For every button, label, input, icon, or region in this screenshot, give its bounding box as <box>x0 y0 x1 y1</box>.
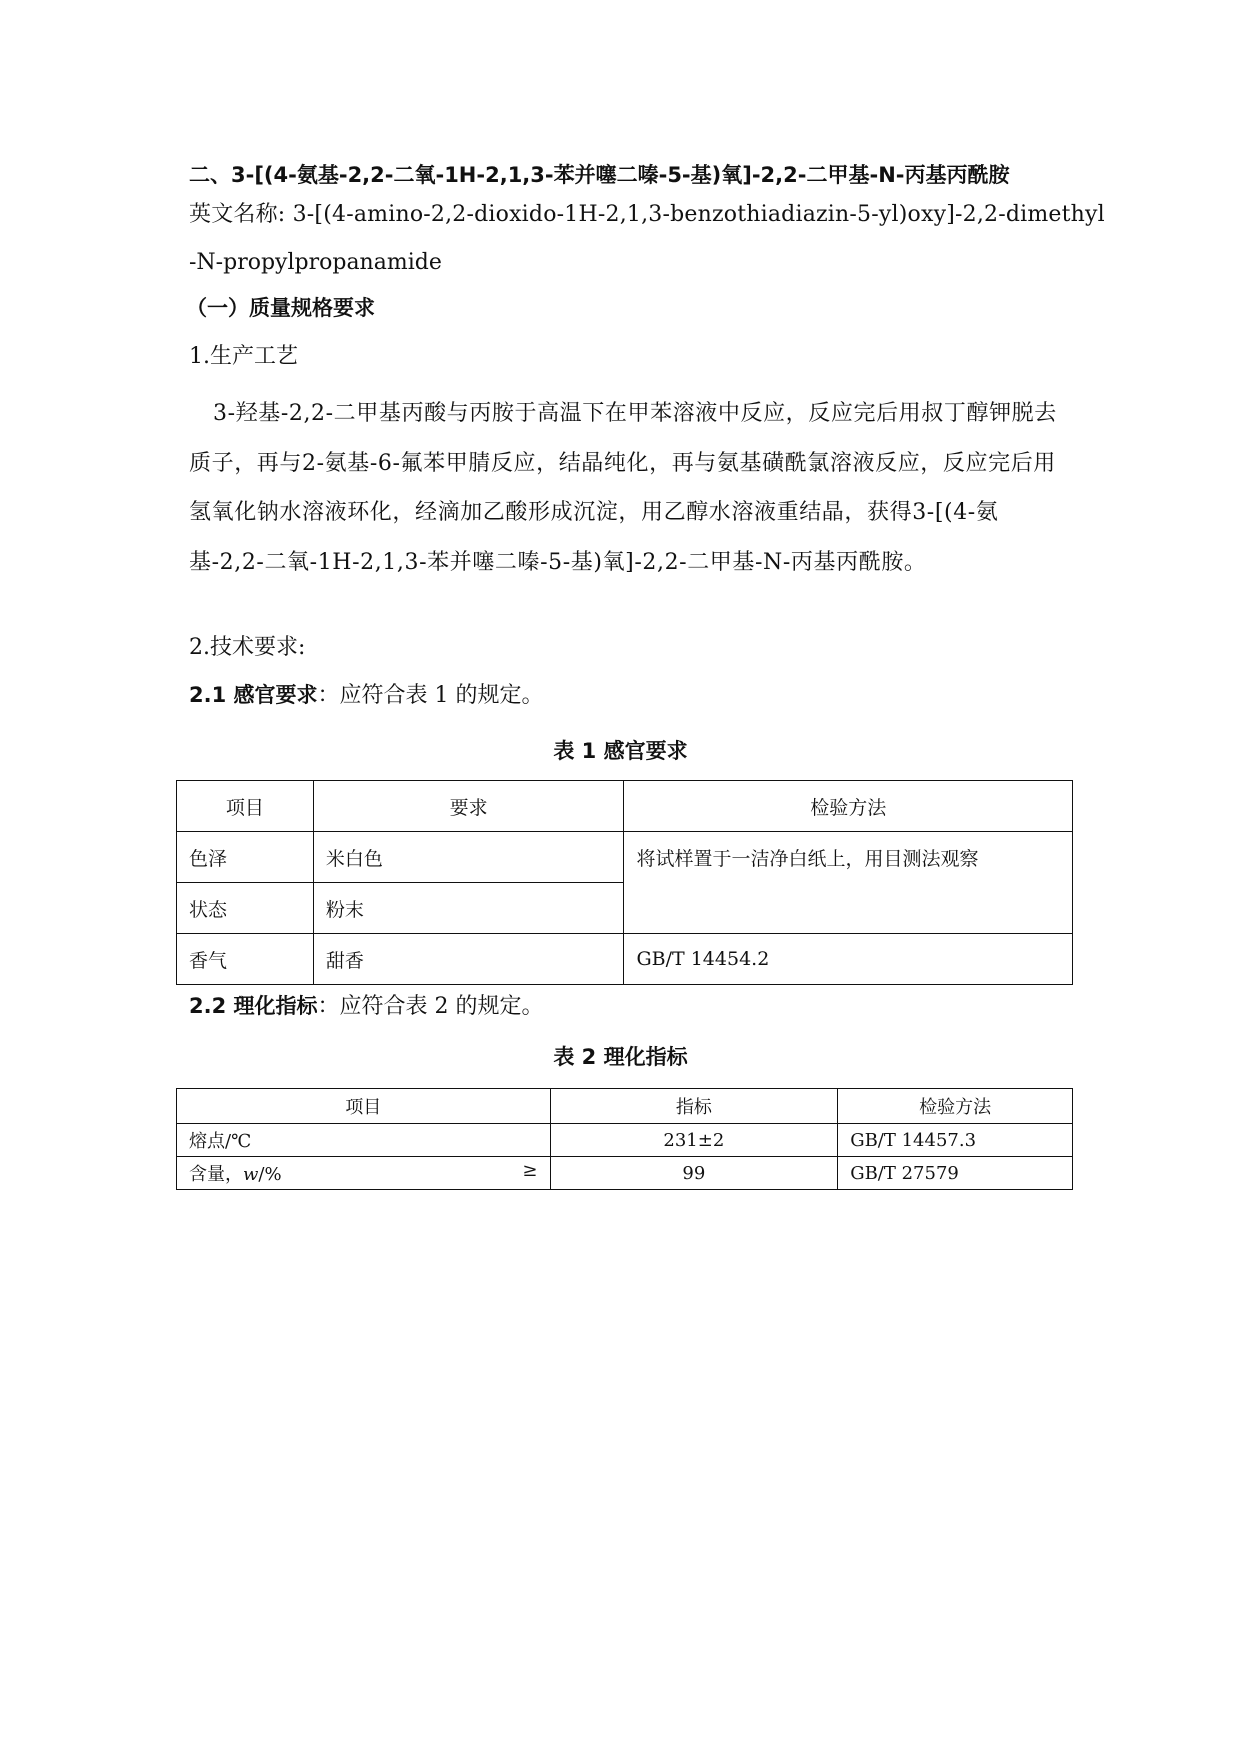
physicochemical-indicators-table <box>176 1088 1073 1190</box>
english-name-line-2: -N-propylpropanamide <box>189 250 442 275</box>
heading-technical-requirements: 2.技术要求: <box>189 635 306 660</box>
item-prefix: 含量， <box>189 1164 243 1185</box>
english-name-line-1: 英文名称: 3-[(4-amino-2,2-dioxido-1H-2,1,3-benzothiadiazin-5-yl)oxy]-2,2-dimethyl <box>189 202 1105 227</box>
table-row <box>177 934 1073 985</box>
table2-caption: 表 2 理化指标 <box>553 1045 688 1069</box>
heading-production-process: 1.生产工艺 <box>189 344 298 369</box>
physchem-requirement-text: ：应符合表 2 的规定。 <box>317 994 544 1019</box>
table-cell-method: GB/T 27579 <box>838 1157 1073 1190</box>
item-suffix: /% <box>258 1164 282 1185</box>
table-header-cell: 检验方法 <box>838 1089 1073 1124</box>
table-header-cell: 项目 <box>177 1089 551 1124</box>
sensory-requirement-line <box>189 680 544 711</box>
section-title: 二、3-[(4-氨基-2,2-二氧-1H-2,1,3-苯并噻二嗪-5-基)氧]-2,2-二甲基-N-丙基丙酰胺 <box>189 163 1010 187</box>
table-header-cell: 项目 <box>177 781 314 832</box>
table-cell-item <box>177 1157 551 1190</box>
greater-equal-sign: ≥ <box>522 1160 538 1181</box>
table-cell-method-merged: 将试样置于一洁净白纸上，用目测法观察 <box>624 832 1073 934</box>
subsection-heading: （一）质量规格要求 <box>186 296 375 320</box>
item-variable: w <box>243 1164 259 1185</box>
table-cell-method: GB/T 14457.3 <box>838 1124 1073 1157</box>
table-header-cell: 检验方法 <box>624 781 1073 832</box>
table-cell-requirement: 甜香 <box>313 934 624 985</box>
table-cell-value: 99 <box>550 1157 838 1190</box>
table-header-row <box>177 1089 1073 1124</box>
sensory-requirement-label: 2.1 感官要求 <box>189 683 318 707</box>
production-paragraph: 3-羟基-2,2-二甲基丙酸与丙胺于高温下在甲苯溶液中反应，反应完后用叔丁醇钾脱去质子，再与2-氨基-6-氟苯甲腈反应，结晶纯化，再与氨基磺酰氯溶液反应，反应完后用氢氧化钠水溶液环化，经滴加乙酸形成沉淀，用乙醇水溶液重结晶，获得3-[(4-氨基-2,2-二氧-1H-2,1,3-苯并噻二嗪-5-基)氧]-2,2-二甲基-N-丙基丙酰胺。 <box>189 401 1057 575</box>
table-row <box>177 1124 1073 1157</box>
table-header-row <box>177 781 1073 832</box>
table-cell-value: 231±2 <box>550 1124 838 1157</box>
table-header-cell: 指标 <box>550 1089 838 1124</box>
table1-caption: 表 1 感官要求 <box>553 739 688 763</box>
sensory-requirement-text: ：应符合表 1 的规定。 <box>317 683 544 708</box>
table-cell-item: 香气 <box>177 934 314 985</box>
sensory-requirements-table <box>176 780 1073 985</box>
table-row <box>177 832 1073 883</box>
physchem-requirement-line <box>189 991 544 1022</box>
table-cell-item: 熔点/℃ <box>177 1124 551 1157</box>
table-header-cell: 要求 <box>313 781 624 832</box>
table-cell-requirement: 米白色 <box>313 832 624 883</box>
table-cell-method: GB/T 14454.2 <box>624 934 1073 985</box>
table-row <box>177 1157 1073 1190</box>
table-cell-requirement: 粉末 <box>313 883 624 934</box>
table-cell-item: 状态 <box>177 883 314 934</box>
table-cell-item: 色泽 <box>177 832 314 883</box>
physchem-requirement-label: 2.2 理化指标 <box>189 994 318 1018</box>
